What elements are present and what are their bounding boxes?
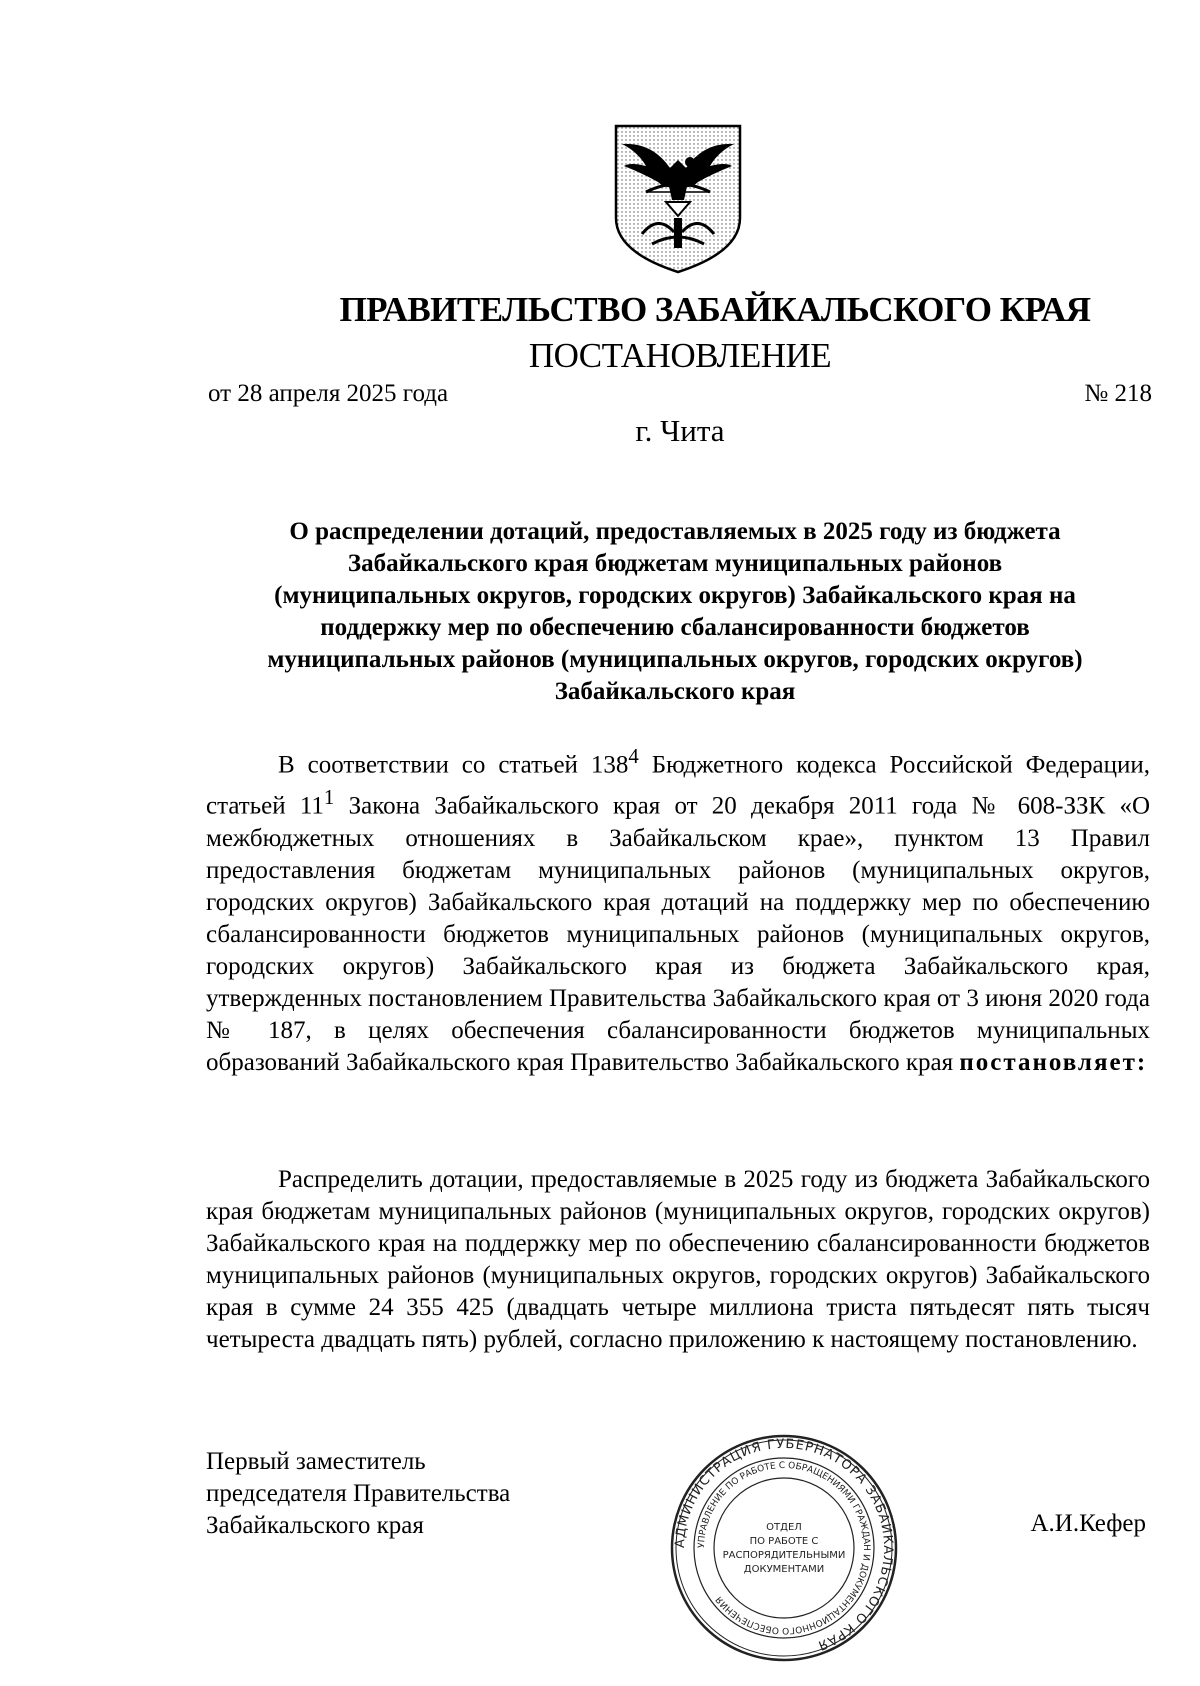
superscript: 1 [323,785,335,810]
title-line: Забайкальского края [554,678,796,705]
government-name: ПРАВИТЕЛЬСТВО ЗАБАЙКАЛЬСКОГО КРАЯ [339,290,1091,329]
title-line: О распределении дотаций, предоставляемых в 2025 году из бюджета [289,518,1061,545]
operative-paragraph: Распределить дотации, предоставляемые в 2025 году из бюджета Забайкальского края бюджетам муниципальных районов (муниципальных округов, городских округов) Забайкальского края на поддержку мер по обеспечению сбалансированности бюджетов муниципальных районов (муниципальных округов, городских округов) Забайкальского края в сумме 24 355 425 (двадцать четыре миллиона триста пятьдесят пять тысяч четыреста двадцать пять) рублей, согласно приложению к настоящему постановлению. [206,1166,1150,1353]
stamp-outer-text: АДМИНИСТРАЦИЯ ГУБЕРНАТОРА ЗАБАЙКАЛЬСКОГО КРАЯ [672,1436,896,1653]
stamp-center-line: РАСПОРЯДИТЕЛЬНЫМИ [722,1550,846,1561]
preamble-text-b: Бюджетного кодекса Российской Федерации, статьей 11 [206,751,1150,820]
stamp-inner-text: УПРАВЛЕНИЕ ПО РАБОТЕ С ОБРАЩЕНИЯМИ ГРАЖДАН И ДОКУМЕНТАЦИОННОГО ОБЕСПЕЧЕНИЯ [696,1460,872,1636]
document-type: ПОСТАНОВЛЕНИЕ [528,336,832,375]
stamp-center-line: ОТДЕЛ [766,1522,802,1533]
document-title [200,516,1150,708]
title-line: поддержку мер по обеспечению сбалансированности бюджетов [320,614,1030,641]
document-number: № 218 [1084,380,1152,407]
document-date: от 28 апреля 2025 года [208,380,449,407]
official-stamp-icon [668,1432,900,1664]
signer-position-line: председателя Правительства [206,1480,511,1507]
preamble-text-a: В соответствии со статьей 138 [278,751,629,779]
document-city: г. Чита [635,413,725,448]
title-line: муниципальных районов (муниципальных округов, городских округов) [267,646,1083,673]
stamp-center-line: ДОКУМЕНТАМИ [743,1564,825,1575]
signer-position-line: Первый заместитель [206,1448,426,1475]
signer-position [206,1446,510,1542]
title-line: (муниципальных округов, городских округов) Забайкальского края на [274,582,1076,609]
decree-word: постановляет [959,1048,1137,1076]
stamp-center-line: ПО РАБОТЕ С [749,1536,819,1547]
preamble-text-c: Закона Забайкальского края от 20 декабря 2011 года № 608-ЗЗК «О межбюджетных отношениях в Забайкальском крае», пунктом 13 Правил предоставления бюджетам муниципальных районов (муниципальных округов, городских округов) Забайкальского края дотаций на поддержку мер по обеспечению сбалансированности бюджетов муниципальных районов (муниципальных округов, городских округов) Забайкальского края из бюджета Забайкальского края, утвержденных постановлением Правительства Забайкальского края от 3 июня 2020 года № 187, в целях обеспечения сбалансированности бюджетов муниципальных образований Забайкальского края Правительство Забайкальского края [206,792,1150,1076]
signer-position-line: Забайкальского края [206,1512,424,1539]
preamble-paragraph [206,740,1150,1079]
title-line: Забайкальского края бюджетам муниципальных районов [347,550,1003,577]
decree-colon: : [1136,1048,1148,1076]
superscript: 4 [628,744,639,768]
coat-of-arms-icon [612,122,744,274]
signer-name: А.И.Кефер [1030,1510,1146,1537]
svg-text:УПРАВЛЕНИЕ ПО РАБОТЕ С ОБРАЩЕН [697,1461,871,1635]
